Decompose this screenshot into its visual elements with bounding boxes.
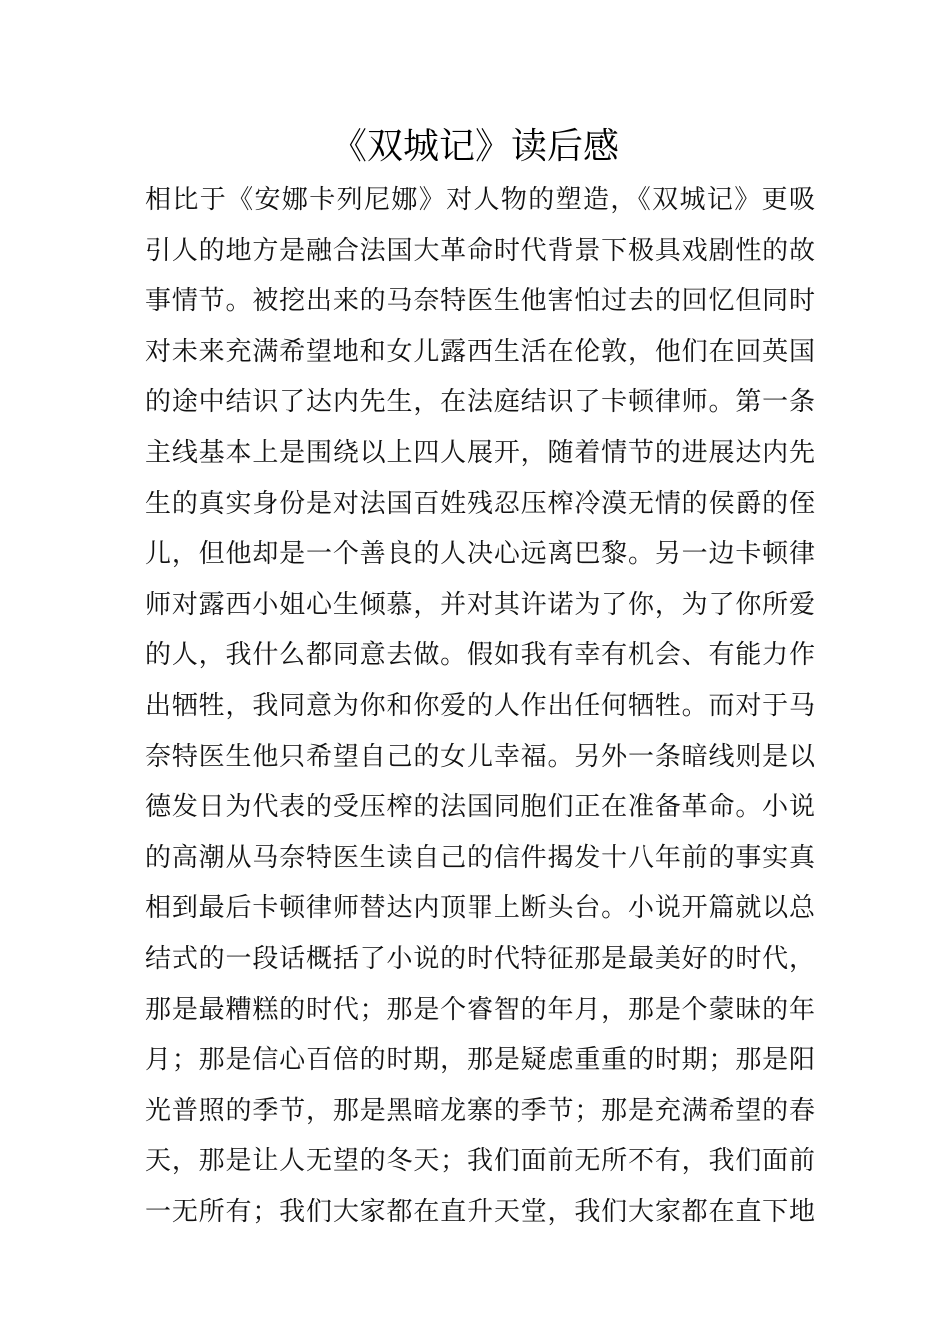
text-line: 儿，但他却是一个善良的人决心远离巴黎。另一边卡顿律 [145,539,815,570]
text-line: 天，那是让人无望的冬天；我们面前无所不有，我们面前 [145,1146,815,1177]
text-line: 月；那是信心百倍的时期，那是疑虑重重的时期；那是阳 [145,1045,815,1076]
text-line: 结式的一段话概括了小说的时代特征那是最美好的时代， [145,943,815,974]
text-line: 出牺牲，我同意为你和你爱的人作出任何牺牲。而对于马 [145,690,815,721]
text-line: 师对露西小姐心生倾慕，并对其许诺为了你，为了你所爱 [145,589,815,620]
text-line: 相到最后卡顿律师替达内顶罪上断头台。小说开篇就以总 [145,893,815,924]
text-line: 主线基本上是围绕以上四人展开，随着情节的进展达内先 [145,437,815,468]
text-line: 的人，我什么都同意去做。假如我有幸有机会、有能力作 [145,640,815,671]
text-line: 引人的地方是融合法国大革命时代背景下极具戏剧性的故 [145,235,815,266]
text-line: 光普照的季节，那是黑暗龙寨的季节；那是充满希望的春 [145,1095,815,1126]
text-line: 一无所有；我们大家都在直升天堂，我们大家都在直下地 [145,1196,815,1227]
body-paragraph [145,175,815,1237]
text-line: 的途中结识了达内先生，在法庭结识了卡顿律师。第一条 [145,387,815,418]
text-line: 生的真实身份是对法国百姓残忍压榨冷漠无情的侯爵的侄 [145,488,815,519]
text-line: 那是最糟糕的时代；那是个睿智的年月，那是个蒙昧的年 [145,994,815,1025]
text-line: 相比于《安娜卡列尼娜》对人物的塑造，《双城记》更吸 [145,185,815,215]
document-title: 《双城记》读后感 [330,126,619,167]
text-line: 德发日为代表的受压榨的法国同胞们正在准备革命。小说 [145,792,815,823]
text-line: 的高潮从马奈特医生读自己的信件揭发十八年前的事实真 [145,842,815,873]
text-line: 对未来充满希望地和女儿露西生活在伦敦，他们在回英国 [145,336,815,367]
text-line: 奈特医生他只希望自己的女儿幸福。另外一条暗线则是以 [145,741,815,772]
text-line: 事情节。被挖出来的马奈特医生他害怕过去的回忆但同时 [145,286,815,317]
